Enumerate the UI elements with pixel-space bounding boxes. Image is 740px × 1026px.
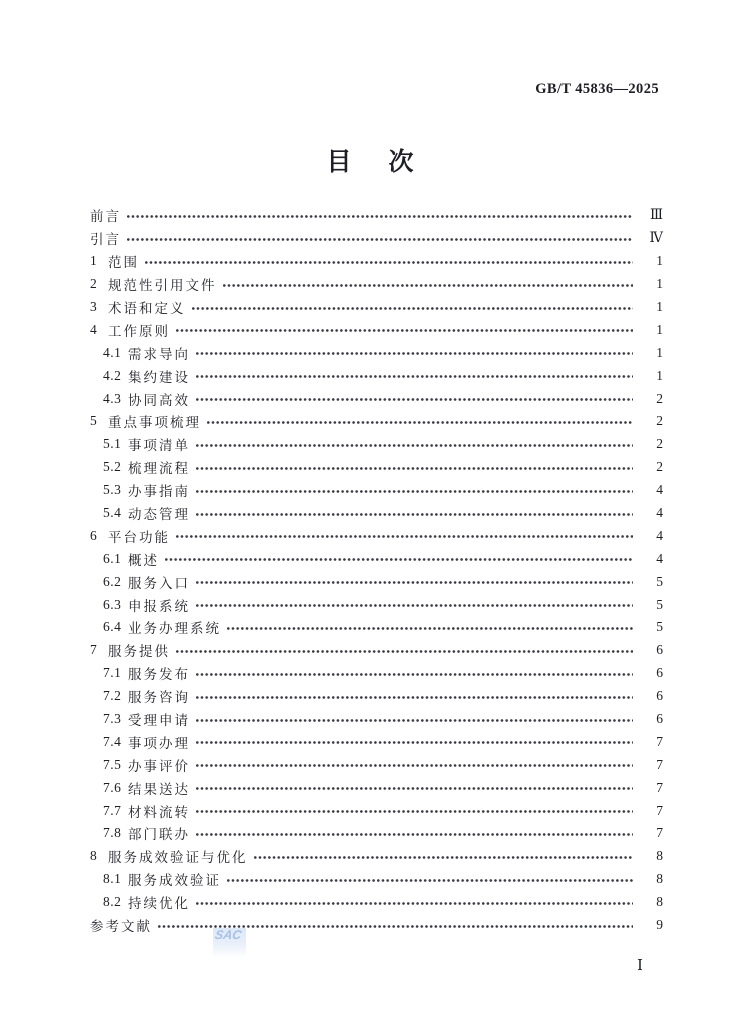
toc-entry [90, 891, 663, 914]
toc-entry-number: 2 [90, 276, 98, 292]
toc-page-number: 4 [656, 550, 663, 566]
toc-entry-number: 7.1 [103, 665, 122, 681]
toc-entry-number: 6.2 [103, 573, 122, 589]
toc-entry-label: 材料流转 [128, 804, 190, 820]
toc-entry [90, 479, 663, 502]
toc-page-number: 5 [656, 596, 663, 612]
toc-entry-label: 概述 [128, 552, 159, 568]
toc-entry-label: 服务成效验证 [128, 873, 221, 889]
toc-page-number: 7 [656, 802, 663, 818]
toc-entry-label: 参考文献 [90, 919, 152, 935]
sac-watermark-text: SAC [213, 928, 243, 942]
toc-leader-dots [196, 673, 633, 676]
toc-entry-label: 事项办理 [128, 735, 190, 751]
toc-entry-label: 协同高效 [128, 392, 190, 408]
toc-entry-label: 服务入口 [128, 575, 190, 591]
toc-page-number: 8 [656, 894, 663, 910]
toc-page-number: 6 [656, 711, 663, 727]
toc-leader-dots [196, 787, 633, 790]
toc-entry-number: 4 [90, 321, 98, 337]
toc-page-number: Ⅳ [649, 230, 663, 246]
toc-entry-number: 7.2 [103, 688, 122, 704]
toc-entry-label: 集约建设 [128, 369, 190, 385]
toc-entry-number: 3 [90, 299, 98, 314]
toc-entry [90, 204, 663, 227]
toc-leader-dots [196, 833, 633, 836]
toc-page-number: 1 [656, 344, 663, 360]
toc-page-number: 9 [656, 917, 663, 933]
toc-leader-dots [176, 535, 633, 538]
toc-entry-number: 7.7 [103, 802, 122, 818]
toc-page-number: 1 [656, 276, 663, 292]
toc-leader-dots [176, 329, 633, 332]
toc-entry [90, 364, 663, 387]
toc-entry-label: 部门联办 [128, 827, 190, 843]
toc-page-number: 7 [656, 779, 663, 795]
toc-entry-label: 梳理流程 [128, 461, 190, 477]
toc-leader-dots [196, 741, 633, 744]
toc-entry [90, 845, 663, 868]
toc-leader-dots [165, 558, 633, 561]
page-number-footer: Ⅰ [637, 958, 643, 974]
toc-entry-number: 7.3 [103, 711, 122, 727]
toc-entry [90, 639, 663, 662]
toc-entry-number: 7.4 [103, 733, 122, 749]
toc-entry-label: 术语和定义 [108, 301, 186, 316]
toc-entry-number: 5 [90, 413, 98, 429]
toc-entry-number: 7.5 [103, 756, 122, 772]
toc-entry [90, 685, 663, 708]
toc-page-number: 7 [656, 825, 663, 841]
toc-page-number: 6 [656, 642, 663, 658]
toc-page-number: 2 [656, 459, 663, 475]
toc-entry-number: 8.2 [103, 894, 122, 910]
toc-entry-number: 7.6 [103, 779, 122, 795]
toc-entry [90, 273, 663, 296]
toc-entry-label: 受理申请 [128, 713, 190, 729]
toc-page-number: 7 [656, 733, 663, 749]
toc-entry-label: 事项清单 [128, 438, 190, 454]
toc-leader-dots [196, 398, 633, 401]
toc-entry [90, 799, 663, 822]
toc-page-number: 8 [656, 848, 663, 864]
toc-entry-label: 服务咨询 [128, 690, 190, 706]
toc-page-number: 5 [656, 573, 663, 589]
toc-leader-dots [223, 284, 634, 287]
toc-entry-number: 4.1 [103, 344, 122, 360]
toc-entry-label: 前言 [90, 209, 121, 225]
toc-leader-dots [176, 650, 633, 653]
toc-entry-label: 服务提供 [108, 644, 170, 660]
toc-entry [90, 662, 663, 685]
toc-leader-dots [227, 879, 633, 882]
toc-entry [90, 387, 663, 410]
toc-entry-label: 服务发布 [128, 667, 190, 683]
toc-leader-dots [196, 467, 633, 470]
toc-entry [90, 502, 663, 525]
toc-leader-dots [196, 696, 633, 699]
toc-page-number: 1 [656, 253, 663, 269]
toc-leader-dots [196, 375, 633, 378]
toc-page-number: 6 [656, 665, 663, 681]
toc-entry-number: 6.1 [103, 550, 122, 566]
toc-leader-dots [127, 215, 633, 218]
toc-entry [90, 914, 663, 937]
toc-page-number: 2 [656, 436, 663, 452]
toc-entry-number: 8.1 [103, 871, 122, 887]
toc-entry-number: 8 [90, 848, 98, 864]
toc-entry [90, 753, 663, 776]
toc-page-number: 4 [656, 482, 663, 498]
toc-entry [90, 708, 663, 731]
toc-leader-dots [196, 604, 633, 607]
toc-entry [90, 868, 663, 891]
toc-leader-dots [158, 925, 633, 928]
standard-code: GB/T 45836—2025 [535, 81, 659, 97]
toc-entry-label: 需求导向 [128, 346, 190, 362]
toc-entry [90, 822, 663, 845]
toc-page-number: Ⅲ [649, 207, 663, 223]
toc-entry [90, 616, 663, 639]
toc-entry-number: 1 [90, 253, 98, 269]
toc-page-number: 1 [656, 321, 663, 337]
page-title: 目 次 [326, 149, 420, 176]
toc-leader-dots [127, 238, 633, 241]
toc-list [90, 204, 663, 937]
toc-entry [90, 547, 663, 570]
toc-entry-label: 平台功能 [108, 529, 170, 545]
toc-page-number: 6 [656, 688, 663, 704]
toc-entry-label: 办事评价 [128, 758, 190, 774]
toc-entry-label: 重点事项梳理 [108, 415, 201, 431]
toc-entry-number: 5.2 [103, 459, 122, 475]
toc-entry-label: 动态管理 [128, 507, 190, 523]
toc-leader-dots [196, 902, 633, 905]
toc-page-number: 4 [656, 527, 663, 543]
toc-leader-dots [192, 307, 634, 310]
toc-entry [90, 433, 663, 456]
toc-entry [90, 296, 663, 319]
toc-entry-label: 业务办理系统 [128, 621, 221, 637]
toc-leader-dots [196, 513, 633, 516]
toc-entry-label: 工作原则 [108, 323, 170, 339]
toc-entry [90, 593, 663, 616]
toc-page-number: 2 [656, 390, 663, 406]
toc-entry-number: 7 [90, 642, 98, 658]
toc-entry [90, 730, 663, 753]
toc-entry [90, 250, 663, 273]
toc-entry-label: 服务成效验证与优化 [108, 850, 248, 866]
toc-leader-dots [196, 810, 633, 813]
toc-entry [90, 227, 663, 250]
toc-entry [90, 341, 663, 364]
toc-entry-number: 6.4 [103, 619, 122, 635]
toc-leader-dots [254, 856, 634, 859]
toc-entry-label: 规范性引用文件 [108, 278, 217, 294]
toc-page-number: 7 [656, 756, 663, 772]
toc-entry [90, 776, 663, 799]
toc-entry-number: 5.3 [103, 482, 122, 498]
toc-entry [90, 456, 663, 479]
toc-entry-label: 范围 [108, 255, 139, 271]
toc-leader-dots [227, 627, 633, 630]
toc-page-number: 1 [656, 299, 663, 314]
toc-leader-dots [196, 490, 633, 493]
toc-page-number: 4 [656, 505, 663, 521]
toc-entry-number: 7.8 [103, 825, 122, 841]
toc-entry-number: 4.2 [103, 367, 122, 383]
toc-leader-dots [196, 719, 633, 722]
toc-entry-number: 4.3 [103, 390, 122, 406]
toc-entry-label: 结果送达 [128, 781, 190, 797]
toc-entry [90, 318, 663, 341]
toc-entry-label: 申报系统 [128, 598, 190, 614]
toc-leader-dots [196, 352, 633, 355]
toc-entry-number: 6 [90, 527, 98, 543]
toc-leader-dots [207, 421, 633, 424]
toc-page-number: 5 [656, 619, 663, 635]
toc-entry-label: 引言 [90, 232, 121, 248]
toc-leader-dots [196, 581, 633, 584]
toc-page-number: 1 [656, 367, 663, 383]
toc-page-number: 8 [656, 871, 663, 887]
toc-leader-dots [145, 261, 633, 264]
toc-entry [90, 410, 663, 433]
toc-leader-dots [196, 444, 633, 447]
toc-entry-label: 持续优化 [128, 896, 190, 912]
toc-leader-dots [196, 764, 633, 767]
toc-entry [90, 524, 663, 547]
toc-entry-number: 5.1 [103, 436, 122, 452]
toc-entry-number: 5.4 [103, 505, 122, 521]
toc-entry [90, 570, 663, 593]
toc-entry-number: 6.3 [103, 596, 122, 612]
toc-entry-label: 办事指南 [128, 484, 190, 500]
toc-page-number: 2 [656, 413, 663, 429]
